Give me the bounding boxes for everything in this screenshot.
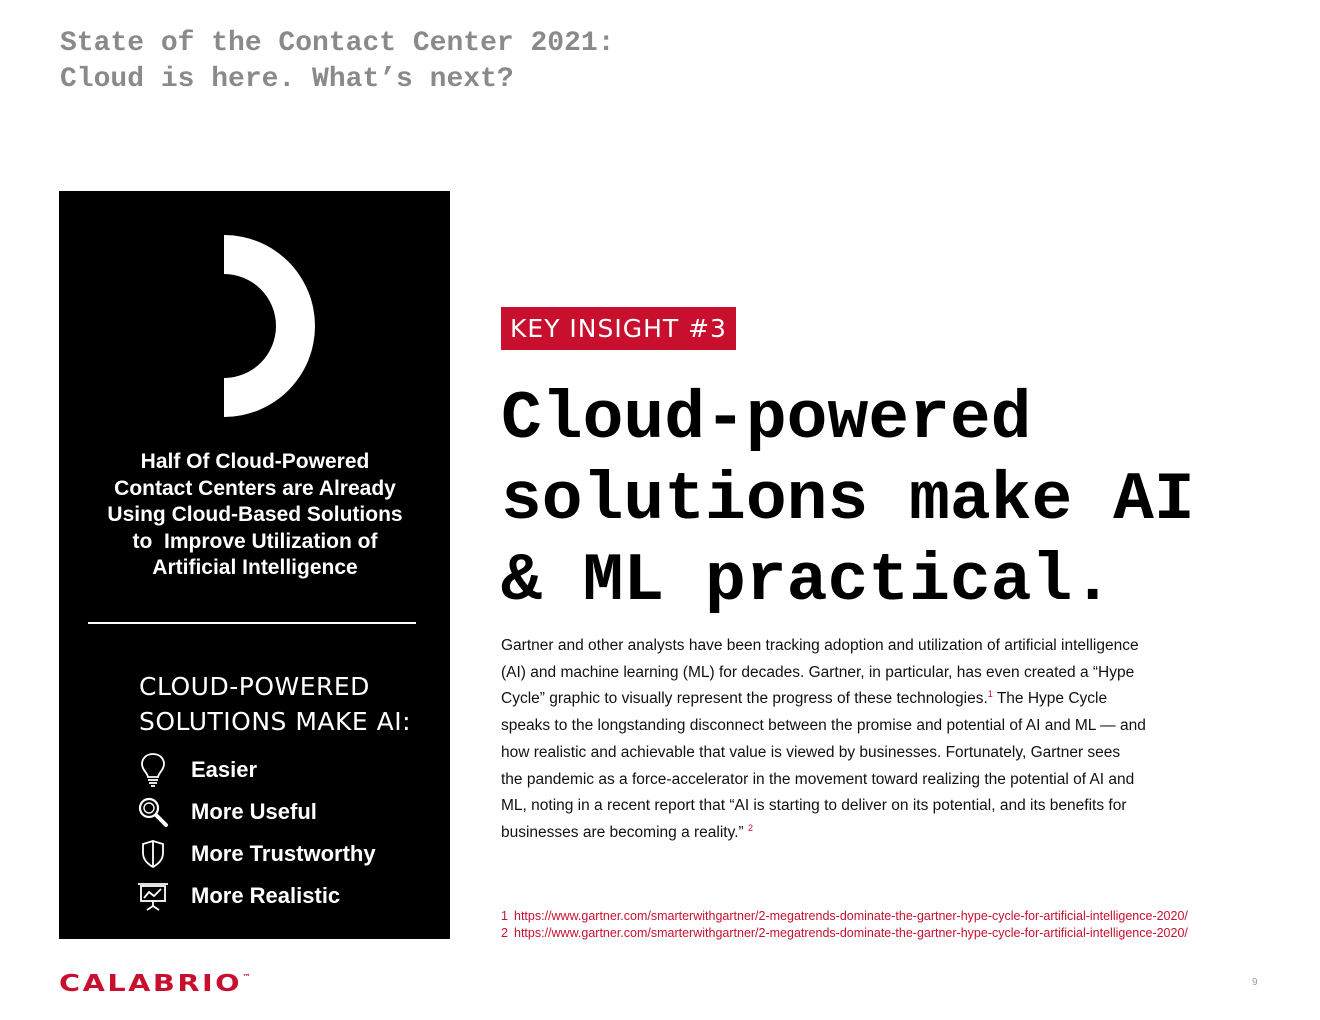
headline-line: solutions make AI (501, 462, 1195, 539)
half-donut-graphic (219, 235, 405, 417)
stat-caption (95, 449, 415, 582)
body-line: speaks to the longstanding disconnect between the promise and potential of AI and ML — and (501, 717, 1146, 735)
panel-divider (88, 622, 416, 624)
stat-caption-line: Contact Centers are Already (114, 476, 396, 500)
benefits-heading (139, 669, 411, 739)
benefit-label: More Realistic (191, 883, 341, 908)
calabrio-logo (59, 971, 251, 997)
logo-text: CALABRIO (59, 971, 243, 997)
body-line (501, 820, 1201, 847)
footnote-item (501, 925, 1188, 942)
page-number: 9 (1252, 977, 1258, 988)
benefit-label: Easier (191, 757, 258, 782)
benefits-heading-line: SOLUTIONS MAKE AI: (139, 707, 412, 736)
benefits-heading-line: CLOUD-POWERED (139, 672, 370, 701)
stat-caption-line: to Improve Utilization of (132, 529, 378, 553)
donut-arc (224, 235, 315, 417)
lightbulb-icon (137, 752, 169, 788)
headline (501, 379, 1195, 622)
stat-caption-line: Artificial Intelligence (152, 556, 358, 579)
body-line: how realistic and achievable that value is viewed by businesses. Fortunately, Gartner sees (501, 743, 1121, 761)
footnote-link[interactable]: https://www.gartner.com/smarterwithgartner/2-megatrends-dominate-the-gartner-hype-cycle-for-artificial-intelligence-2020/ (514, 925, 1188, 940)
footnote-ref[interactable]: 2 (747, 822, 753, 833)
document-title-line: Cloud is here. What’s next? (60, 64, 514, 95)
body-paragraph (501, 633, 1201, 847)
footnote-number: 2 (501, 925, 508, 940)
benefit-item-easier (137, 750, 437, 790)
benefit-label: More Useful (191, 799, 317, 824)
stat-caption-line: Using Cloud-Based Solutions (107, 503, 403, 526)
body-line: Gartner and other analysts have been tracking adoption and utilization of artificial intelligence (501, 637, 1139, 654)
footnotes (501, 908, 1188, 941)
body-line: (AI) and machine learning (ML) for decades. Gartner, in particular, has even created a “Hype (501, 663, 1135, 681)
trademark-mark: ™ (242, 973, 251, 981)
benefit-label: More Trustworthy (191, 841, 376, 866)
stat-panel (59, 191, 450, 939)
footnote-number: 1 (501, 909, 508, 923)
body-text: businesses are becoming a reality.” (501, 823, 748, 841)
benefit-item-more-realistic (137, 876, 437, 916)
headline-line: & ML practical. (501, 543, 1114, 620)
benefit-item-more-trustworthy (137, 834, 437, 874)
benefit-item-more-useful (137, 792, 437, 832)
key-insight-badge: KEY INSIGHT #3 (501, 307, 736, 350)
document-title (60, 26, 615, 98)
magnifier-icon (137, 794, 169, 830)
footnote-link[interactable]: https://www.gartner.com/smarterwithgartner/2-megatrends-dominate-the-gartner-hype-cycle-for-artificial-intelligence-2020/ (514, 909, 1188, 923)
body-text: Cycle” graphic to visually represent the progress of these technologies. (501, 690, 988, 708)
footnote-ref[interactable]: 1 (987, 689, 993, 700)
body-line: the pandemic as a force-accelerator in the movement toward realizing the potential of AI and (501, 770, 1135, 788)
footnote-item (501, 908, 1188, 925)
stat-caption-line: Half Of Cloud-Powered (140, 450, 370, 473)
body-text: The Hype Cycle (992, 690, 1108, 708)
presentation-chart-icon (137, 878, 169, 914)
document-title-line: State of the Contact Center 2021: (60, 28, 615, 59)
shield-icon (137, 836, 169, 872)
headline-line: Cloud-powered (501, 381, 1032, 458)
body-line: ML, noting in a recent report that “AI is starting to deliver on its potential, and its benefits for (501, 797, 1127, 815)
body-line (501, 686, 1201, 713)
